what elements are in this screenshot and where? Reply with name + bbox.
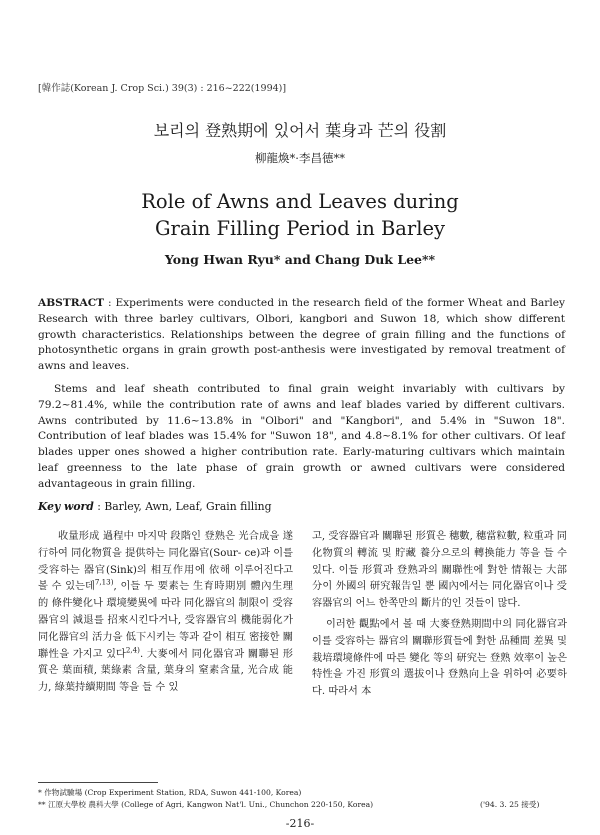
footnote-divider [38,782,158,783]
english-title [0,188,600,242]
keyword-list: Barley, Awn, Leaf, Grain filling [104,500,272,513]
body-left-text-b: , 이들 두 要素는 生育時期別 體內生理的 條件變化나 環境變異에 따라 同化器官의 制限이 受容器官의 減退를 招來시킨다거나, 受容器官의 機能弱化가 同化器官의 活力을 低下시키는 等과 같이 相互 密接한 關聯性을 가지고 있다 [38,581,293,660]
body-left-text-a: 收量形成 過程中 마지막 段階인 登熟은 光合成을 遂行하여 同化物質을 提供하는 同化器官(Sour- ce)과 이를 受容하는 器官(Sink)의 相互作用에 依해 이루어진다고 볼 수 있는데 [38,531,293,593]
english-authors: Yong Hwan Ryu* and Chang Duk Lee** [164,252,436,267]
abstract-label: ABSTRACT [38,297,105,309]
abstract-text-1: Experiments were conducted in the research field of the former Wheat and Barley Research with three barley cultivars, Olbori, kangbori and Suwon 18, which show different growth characteristics. Relationships between the degree of grain filling and the functions of photosynthetic organs in grain growth post-anthesis were investigated by removal treatment of awns and leaves. [38,297,566,373]
citation-ref: 2,4) [125,645,140,655]
korean-title: 보리의 登熟期에 있어서 葉身과 芒의 役割 [153,121,447,140]
abstract-paragraph-2: Stems and leaf sheath contributed to final grain weight invariably with cultivars by 79.2~81.4%, while the contribution rate of awns and leaf blades varied by different cultivars. Awns contributed by 11.6~13.8% in "Olbori" and "Kangbori", and 5.4% in "Suwon 18". Contribution of leaf blades was 15.4% for "Suwon 18", and 4.8~8.1% for other cultivars. Of leaf blades upper ones showed a higher contribution rate. Early-maturing cultivars which maintain leaf greenness to the late phase of grain growth or awned cultivars were considered advantageous in grain filling. [38,383,565,490]
keywords: Key word : Barley, Awn, Leaf, Grain filling [38,500,272,513]
citation-ref: 7,13) [94,578,114,587]
page-number: -216- [285,817,315,830]
english-title-line1: Role of Awns and Leaves during [141,190,459,213]
received-date: ('94. 3. 25 接受) [480,800,540,809]
body-right-column [312,529,567,701]
footnote-1: * 作物試驗場 (Crop Experiment Station, RDA, Suwon 441-100, Korea) [38,788,302,797]
body-left-text-c: . 大麥에서 同化器官과 關聯된 形質은 葉面積, 葉綠素 含量, 葉身의 窒素含量, 光合成 能力, 綠葉持續期間 等을 들 수 있 [38,648,293,694]
abstract-paragraph-1: ABSTRACT : Experiments were conducted in the research field of the former Wheat and Barley Research with three barley cultivars, Olbori, kangbori and Suwon 18, which show different growth characteristics. Relationships between the degree of grain filling and the functions of photosynthetic organs in grain growth post-anthesis were investigated by removal treatment of awns and leaves. [38,297,566,373]
journal-citation: [韓作誌(Korean J. Crop Sci.) 39(3) : 216~222(1994)] [38,83,287,94]
korean-authors: 柳龍煥*·李昌德** [255,151,345,165]
body-right-paragraph-2: 이러한 觀點에서 볼 때 大麥登熟期間中의 同化器官과 이를 受容하는 器官의 關聯形質들에 對한 品種間 差異 및 栽培環境條件에 따른 變化 等의 研究는 登熟 效率이 높은 特性을 가진 形質의 選拔이나 登熟向上을 위하여 必要하다. 따라서 本 [312,618,567,698]
english-title-line2: Grain Filling Period in Barley [154,217,446,240]
footnote-2: ** 江原大學校 農科大學 (College of Agri, Kangwon Nat'l. Uni., Chunchon 220-150, Korea) [38,800,374,809]
body-left-column [38,529,293,697]
keyword-label: Key word [38,500,94,513]
body-right-paragraph-1: 고, 受容器官과 關聯된 形質은 穗數, 穗當粒數, 粒重과 同化物質의 轉流 및 貯藏 養分으로의 轉換能力 等을 들 수 있다. 이들 形質과 登熟과의 關聯性에 對한 情報는 大部分이 外國의 研究報告일 뿐 國內에서는 同化器官이나 受容器官의 어느 한쪽만의 斷片的인 것들이 많다. [312,531,567,610]
